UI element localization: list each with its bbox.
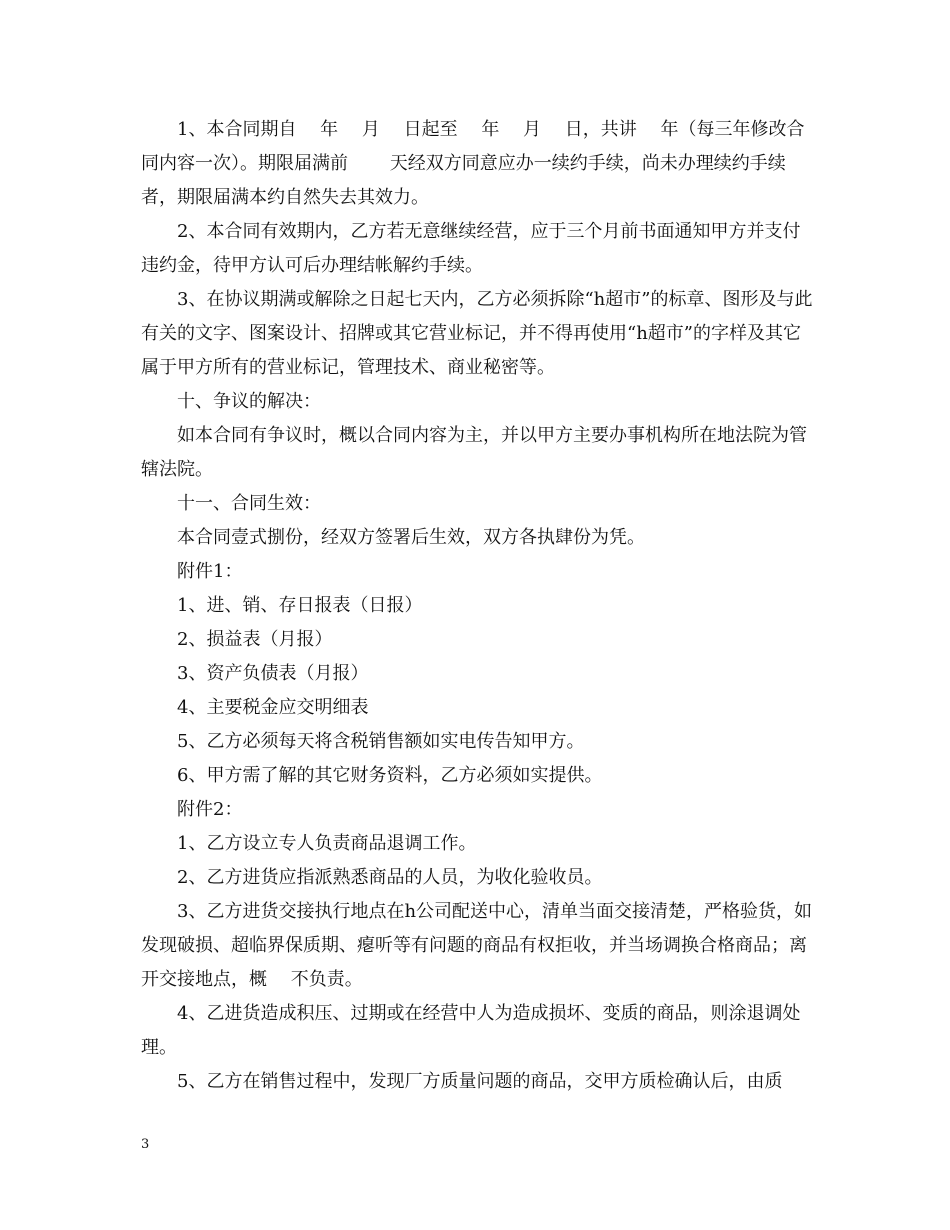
attachment-2-item-3: 3、乙方进货交接执行地点在h公司配送中心，清单当面交接清楚，严格验货，如发现破损、超临界保质期、瘪听等有问题的商品有权拒收，并当场调换合格商品；离开交接地点，概 不负责。 bbox=[141, 901, 813, 990]
paragraph-dispute-body: 如本合同有争议时，概以合同内容为主，并以甲方主要办事机构所在地法院为管辖法院。 bbox=[141, 425, 807, 480]
paragraph-term-clause-2: 2、本合同有效期内，乙方若无意继续经营，应于三个月前书面通知甲方并支付违约金，待甲方认可后办理结帐解约手续。 bbox=[141, 221, 801, 276]
attachment-2-heading: 附件2： bbox=[177, 799, 243, 820]
attachment-1-heading: 附件1： bbox=[177, 561, 243, 582]
attachment-1-item-2: 2、损益表（月报） bbox=[177, 629, 333, 650]
document-body bbox=[141, 113, 813, 1099]
attachment-2-item-2: 2、乙方进货应指派熟悉商品的人员，为收化验收员。 bbox=[177, 867, 603, 888]
section-heading-dispute: 十、争议的解决： bbox=[177, 391, 321, 412]
attachment-2-item-5: 5、乙方在销售过程中，发现厂方质量问题的商品，交甲方质检确认后，由质 bbox=[177, 1071, 783, 1092]
paragraph-term-clause-1: 1、本合同期自 年 月 日起至 年 月 日，共讲 年（每三年修改合同内容一次）。期限届满前 天经双方同意应办一续约手续，尚未办理续约手续者，期限届满本约自然失去其效力。 bbox=[141, 119, 805, 208]
attachment-1-item-3: 3、资产负债表（月报） bbox=[177, 663, 369, 684]
page-number: 3 bbox=[141, 1137, 150, 1152]
attachment-1-item-4: 4、主要税金应交明细表 bbox=[177, 697, 369, 718]
attachment-1-item-5: 5、乙方必须每天将含税销售额如实电传告知甲方。 bbox=[177, 731, 585, 752]
attachment-1-item-1: 1、进、销、存日报表（日报） bbox=[177, 595, 423, 616]
attachment-1-item-6: 6、甲方需了解的其它财务资料，乙方必须如实提供。 bbox=[177, 765, 603, 786]
paragraph-effect-body: 本合同壹式捌份，经双方签署后生效，双方各执肆份为凭。 bbox=[177, 527, 645, 548]
attachment-2-item-4: 4、乙进货造成积压、过期或在经营中人为造成损坏、变质的商品，则涂退调处理。 bbox=[141, 1003, 801, 1058]
attachment-2-item-1: 1、乙方设立专人负责商品退调工作。 bbox=[177, 833, 477, 854]
section-heading-effect: 十一、合同生效： bbox=[177, 493, 321, 514]
paragraph-term-clause-3: 3、在协议期满或解除之日起七天内，乙方必须拆除“h超市”的标章、图形及与此有关的文字、图案设计、招牌或其它营业标记，并不得再使用“h超市”的字样及其它属于甲方所有的营业标记，管理技术、商业秘密等。 bbox=[141, 289, 813, 378]
